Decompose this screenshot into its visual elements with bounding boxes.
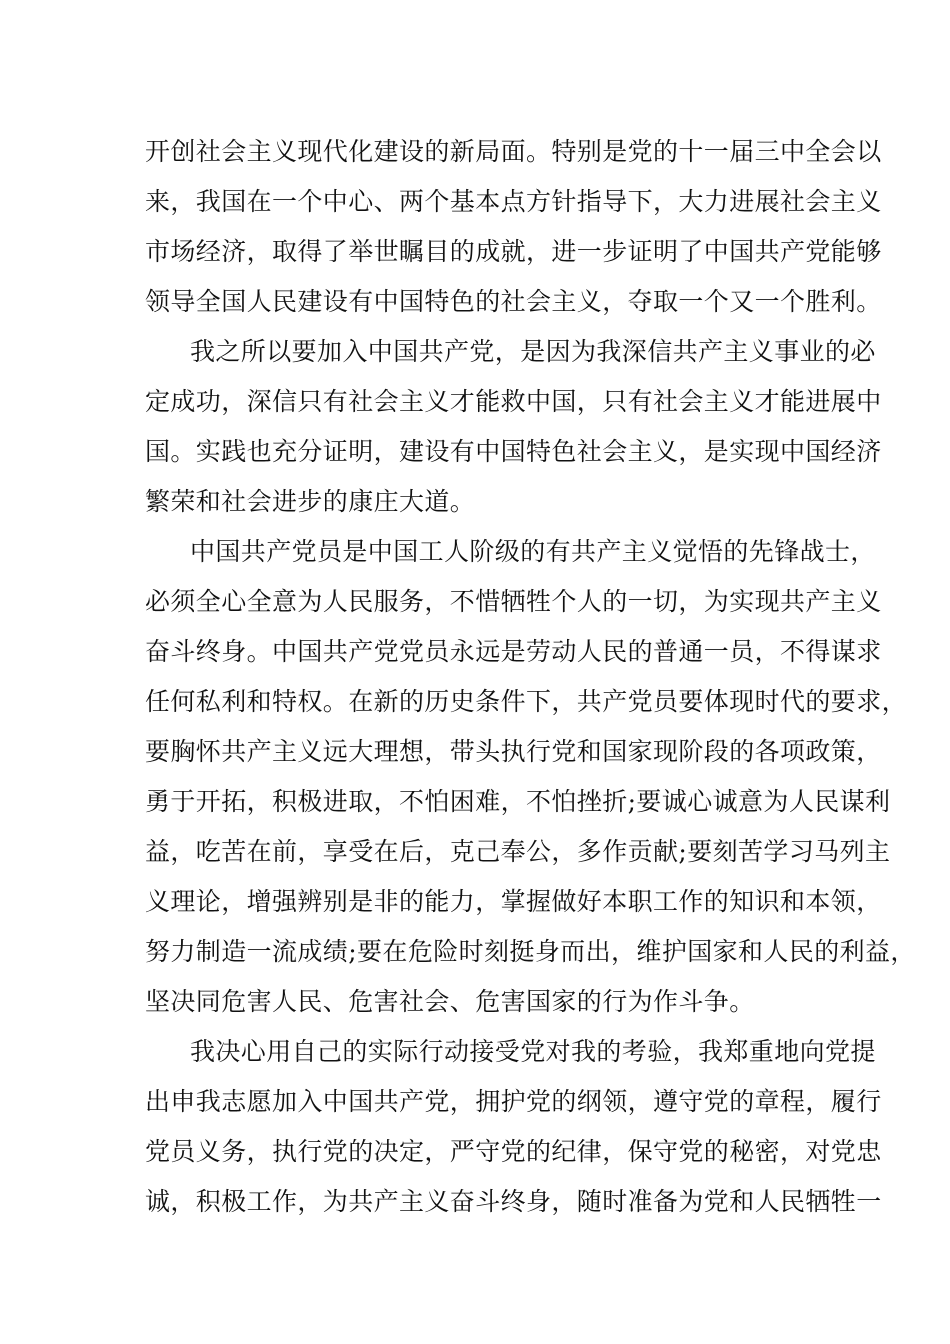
text-line: 来，我国在一个中心、两个基本点方针指导下，大力进展社会主义 — [145, 187, 882, 216]
text-line: 领导全国人民建设有中国特色的社会主义，夺取一个又一个胜利。 — [145, 287, 882, 316]
text-line: 益，吃苦在前，享受在后，克己奉公，多作贡献;要刻苦学习马列主 — [145, 837, 891, 866]
text-line: 中国共产党员是中国工人阶级的有共产主义觉悟的先锋战士， — [190, 537, 876, 566]
text-line: 要胸怀共产主义远大理想，带头执行党和国家现阶段的各项政策， — [145, 737, 882, 766]
text-line: 党员义务，执行党的决定，严守党的纪律，保守党的秘密，对党忠 — [145, 1137, 882, 1166]
text-line: 奋斗终身。中国共产党党员永远是劳动人民的普通一员，不得谋求 — [145, 637, 882, 666]
text-line: 繁荣和社会进步的康庄大道。 — [145, 487, 476, 516]
text-line: 我之所以要加入中国共产党，是因为我深信共产主义事业的必 — [190, 337, 876, 366]
text-line: 努力制造一流成绩;要在危险时刻挺身而出，维护国家和人民的利益， — [145, 937, 916, 966]
text-line: 必须全心全意为人民服务，不惜牺牲个人的一切，为实现共产主义 — [145, 587, 882, 616]
text-line: 市场经济，取得了举世瞩目的成就，进一步证明了中国共产党能够 — [145, 237, 882, 266]
text-line: 我决心用自己的实际行动接受党对我的考验，我郑重地向党提 — [190, 1037, 876, 1066]
text-line: 开创社会主义现代化建设的新局面。特别是党的十一届三中全会以 — [145, 137, 882, 166]
text-line: 定成功，深信只有社会主义才能救中国，只有社会主义才能进展中 — [145, 387, 882, 416]
text-line: 义理论，增强辨别是非的能力，掌握做好本职工作的知识和本领， — [145, 887, 882, 916]
text-line: 勇于开拓，积极进取，不怕困难，不怕挫折;要诚心诚意为人民谋利 — [145, 787, 891, 816]
text-line: 任何私利和特权。在新的历史条件下，共产党员要体现时代的要求， — [145, 687, 908, 716]
text-line: 出申我志愿加入中国共产党，拥护党的纲领，遵守党的章程，履行 — [145, 1087, 882, 1116]
text-line: 坚决同危害人民、危害社会、危害国家的行为作斗争。 — [145, 987, 755, 1016]
text-line: 国。实践也充分证明，建设有中国特色社会主义，是实现中国经济 — [145, 437, 882, 466]
text-line: 诚，积极工作，为共产主义奋斗终身，随时准备为党和人民牺牲一 — [145, 1187, 882, 1216]
